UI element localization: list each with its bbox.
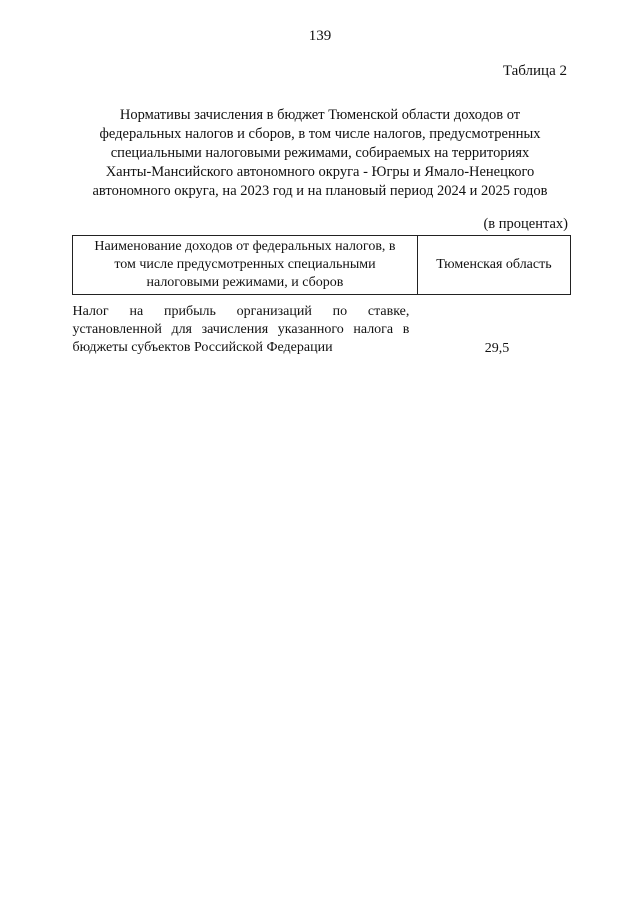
header-region: Тюменская область [417,236,570,295]
table-header-row [73,236,571,295]
header-line: том числе предусмотренных специальными [114,257,376,272]
units-note: (в процентах) [483,216,568,232]
title-line: Нормативы зачисления в бюджет Тюменской области доходов от [119,107,521,123]
norms-table [72,235,571,357]
table-label: Таблица 2 [502,63,567,79]
title-line: Ханты-Мансийского автономного округа - Югры и Ямало-Ненецкого [105,164,535,180]
header-line: налоговыми режимами, и сборов [146,275,344,290]
page-number: 139 [308,28,332,44]
header-line: Наименование доходов от федеральных налогов, в [94,239,396,254]
title-line: автономного округа, на 2023 год и на плановый период 2024 и 2025 годов [92,183,548,199]
row-line: установленной для зачисления указанного налога в [72,322,410,337]
row-income-name [73,295,418,358]
document-title [70,106,570,201]
header-income-name [73,236,418,295]
title-line: федеральных налогов и сборов, в том числе налогов, предусмотренных [99,126,541,142]
table-row [73,295,571,358]
row-line: бюджеты субъектов Российской Федерации [72,340,333,355]
row-value: 29,5 [484,341,510,356]
title-line: специальными налоговыми режимами, собираемых на территориях [110,145,530,161]
row-line: Налог на прибыль организаций по ставке, [72,304,410,319]
